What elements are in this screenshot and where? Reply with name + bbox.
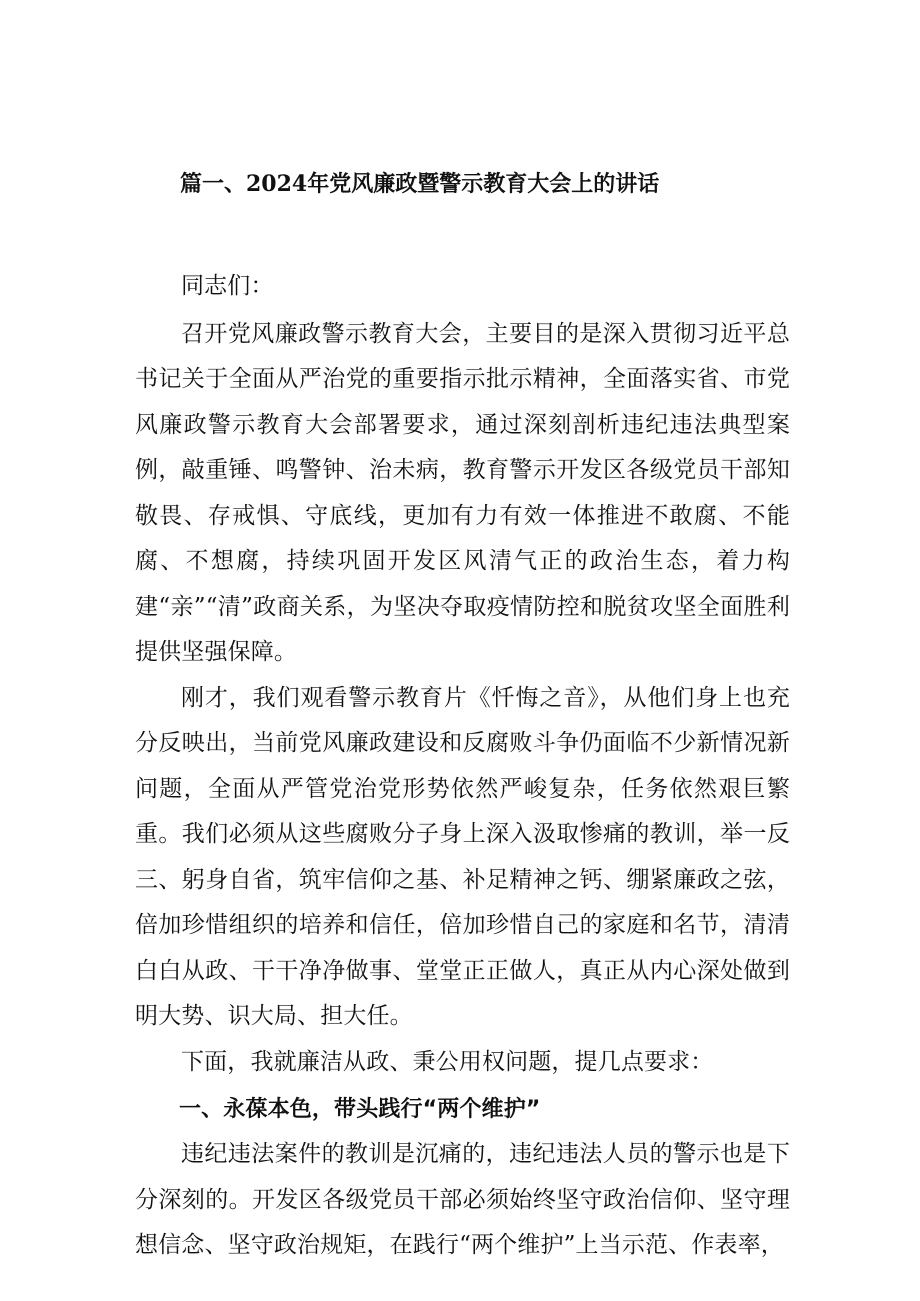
paragraph-opening: 召开党风廉政警示教育大会，主要目的是深入贯彻习近平总书记关于全面从严治党的重要指示批示精神，全面落实省、市党风廉政警示教育大会部署要求，通过深刻剖析违纪违法典型案例，敲重锤、鸣警钟、治未病，教育警示开发区各级党员干部知敬畏、存戒惧、守底线，更加有力有效一体推进不敢腐、不能腐、不想腐，持续巩固开发区风清气正的政治生态，着力构建“亲”“清”政商关系，为坚决夺取疫情防控和脱贫攻坚全面胜利提供坚强保障。: [135, 320, 790, 665]
paragraph-warning-film: 刚才，我们观看警示教育片《忏悔之音》，从他们身上也充分反映出，当前党风廉政建设和反腐败斗争仍面临不少新情况新问题，全面从严管党治党形势依然严峻复杂，任务依然艰巨繁重。我们必须从这些腐败分子身上深入汲取惨痛的教训，举一反三、躬身自省，筑牢信仰之基、补足精神之钙、绷紧廉政之弦，倍加珍惜组织的培养和信任，倍加珍惜自己的家庭和名节，清清白白从政、干干净净做事、堂堂正正做人，真正从内心深处做到明大势、识大局、担大任。: [135, 684, 790, 1029]
section-heading-1: 一、永葆本色，带头践行“两个维护”: [179, 1097, 541, 1122]
salutation: 同志们：: [181, 273, 274, 299]
document-title: 篇一、2024年党风廉政暨警示教育大会上的讲话: [180, 171, 660, 197]
paragraph-requirements-intro: 下面，我就廉洁从政、秉公用权问题，提几点要求：: [181, 1048, 714, 1075]
paragraph-section-1: 违纪违法案件的教训是沉痛的，违纪违法人员的警示也是下分深刻的。开发区各级党员干部必须始终坚守政治信仰、坚守理想信念、坚守政治规矩，在践行“两个维护”上当示范、作表率，: [135, 1141, 790, 1258]
document-body: [135, 264, 790, 1269]
